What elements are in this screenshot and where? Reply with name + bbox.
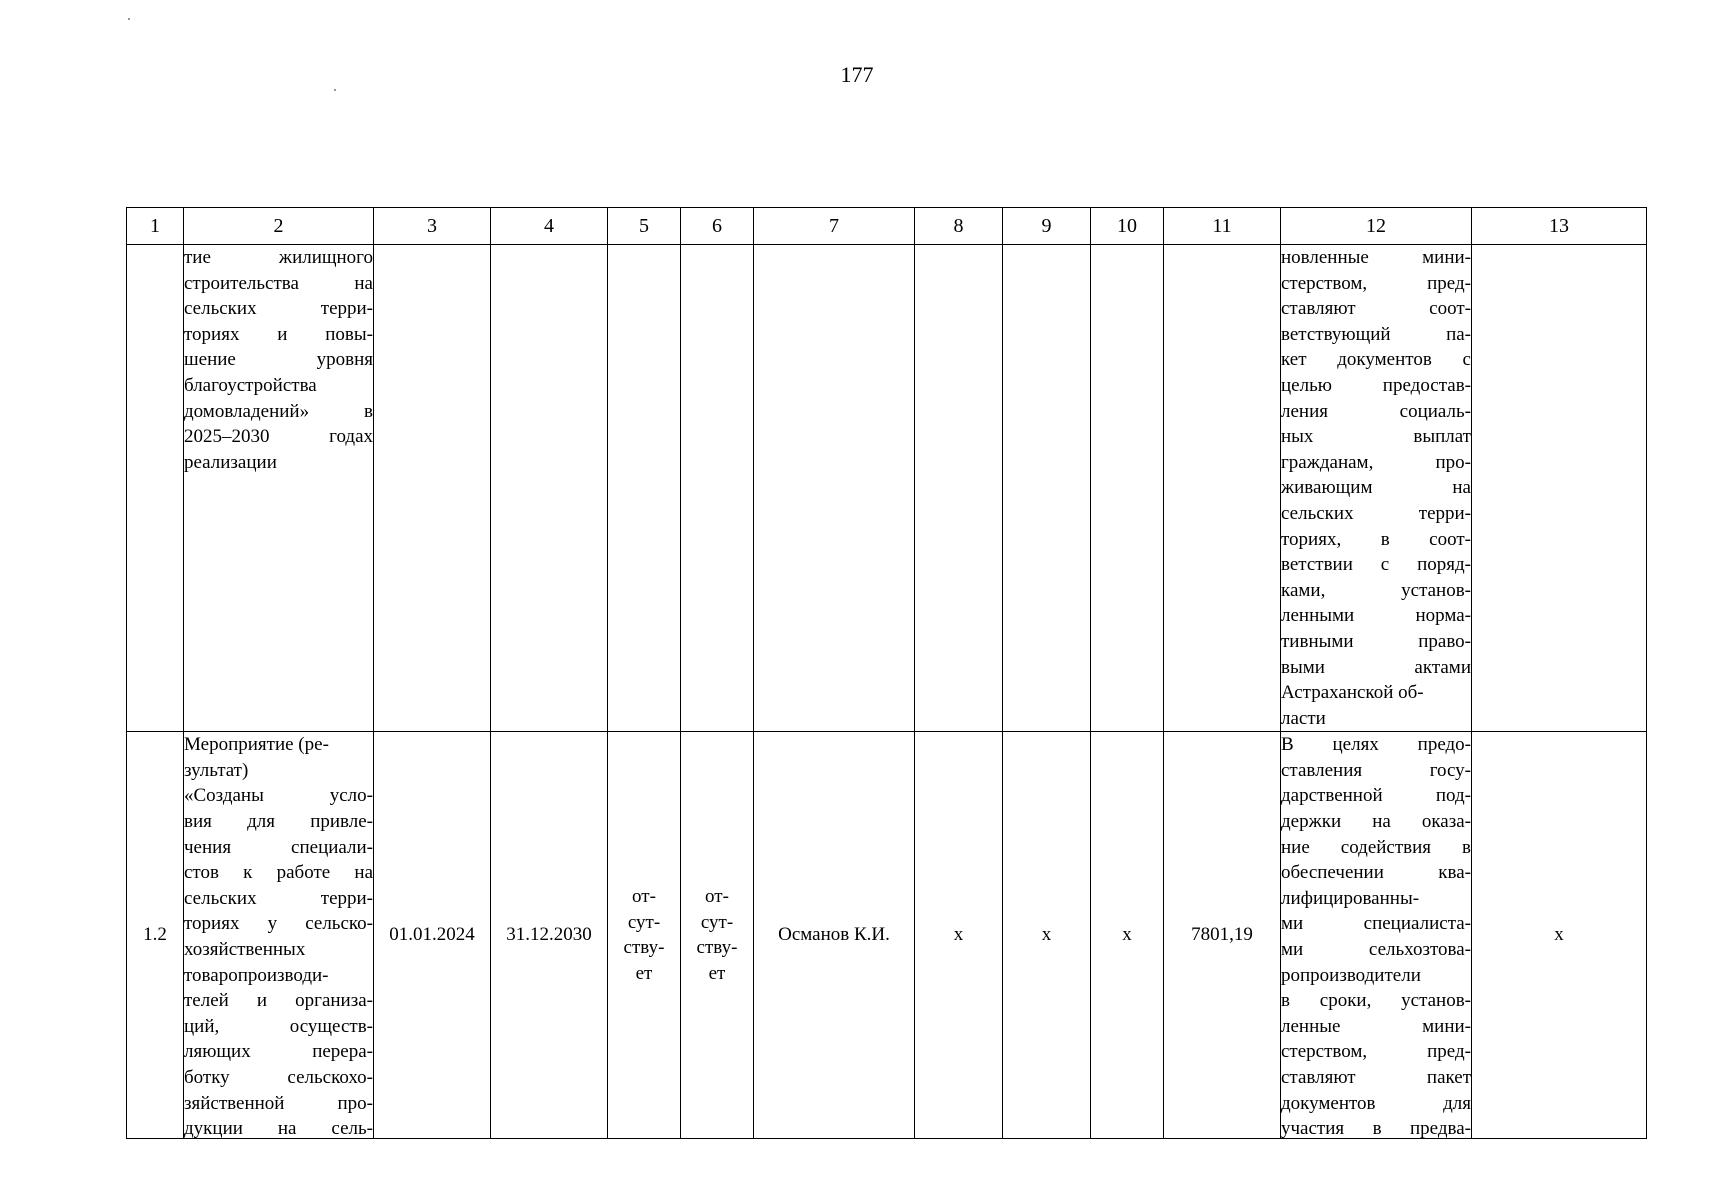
text-line: стерством, пред- <box>1281 1041 1471 1063</box>
text-line: реализации <box>184 451 277 473</box>
text-line: ми специалиста- <box>1281 913 1471 935</box>
text-line: сельских терри- <box>184 887 373 909</box>
start-date-cell: 01.01.2024 <box>374 732 491 1139</box>
text-line: ториях, в соот- <box>1281 528 1471 550</box>
text-line: чения специали- <box>184 836 373 858</box>
row-number-cell <box>127 245 184 732</box>
text-line: ций, осуществ- <box>184 1015 373 1037</box>
text-line: сельских терри- <box>1281 502 1471 524</box>
text-line: новленные мини- <box>1281 247 1471 268</box>
document-table <box>126 207 1647 1139</box>
text-line: домовладений» в <box>184 400 373 422</box>
header-row <box>127 208 1647 245</box>
text-line: ставляют соот- <box>1281 298 1471 320</box>
row-number-cell: 1.2 <box>127 732 184 1139</box>
text-line: вия для привле- <box>184 811 373 833</box>
event-description-cell <box>184 245 374 732</box>
text-line: кет документов с <box>1281 349 1471 371</box>
text-line: строительства на <box>184 272 373 294</box>
header-cell: 6 <box>681 208 754 245</box>
table-cell <box>491 245 608 732</box>
amount-cell: 7801,19 <box>1164 732 1281 1139</box>
table-cell: х <box>1091 732 1164 1139</box>
text-line: держки на оказа- <box>1281 811 1471 833</box>
table-cell <box>1164 245 1281 732</box>
text-line: выми актами <box>1281 656 1471 678</box>
text-line: сут- <box>700 911 734 933</box>
header-cell: 7 <box>754 208 915 245</box>
text-line: зультат) <box>184 759 249 781</box>
text-line: ляющих перера- <box>184 1041 373 1063</box>
header-cell: 8 <box>915 208 1003 245</box>
text-line: ропроизводители <box>1281 964 1421 986</box>
text-line: обеспечении ква- <box>1281 862 1471 884</box>
text-line: документов для <box>1281 1092 1471 1114</box>
procedure-description-cell <box>1281 732 1472 1139</box>
table-cell <box>374 245 491 732</box>
text-line: ет <box>708 962 726 984</box>
text-line: гражданам, про- <box>1281 451 1471 473</box>
table-cell: х <box>915 732 1003 1139</box>
text-line: «Созданы усло- <box>184 785 373 807</box>
header-cell: 1 <box>127 208 184 245</box>
table-cell <box>681 245 754 732</box>
text-line: ству- <box>623 937 665 959</box>
text-line: ние содействия в <box>1281 836 1471 858</box>
text-line: сельских терри- <box>184 298 373 320</box>
text-line: ториях у сельско- <box>184 913 373 935</box>
header-cell: 11 <box>1164 208 1281 245</box>
text-line: ветствующий па- <box>1281 323 1471 345</box>
text-line: в сроки, установ- <box>1281 990 1471 1012</box>
header-cell: 12 <box>1281 208 1472 245</box>
page-number: 177 <box>840 62 874 87</box>
text-line: хозяйственных <box>184 939 306 961</box>
table-cell: х <box>1472 732 1647 1139</box>
text-line: шение уровня <box>184 349 373 371</box>
text-line: товаропроизводи- <box>184 964 329 986</box>
text-line: ботку сельскохо- <box>184 1067 373 1088</box>
text-line: живающим на <box>1281 477 1471 499</box>
header-cell: 10 <box>1091 208 1164 245</box>
text-line: ных выплат <box>1281 426 1471 448</box>
table-cell: х <box>1003 732 1091 1139</box>
header-cell: 3 <box>374 208 491 245</box>
text-line: дукции на сель- <box>184 1118 373 1139</box>
text-line: Астраханской об- <box>1281 682 1424 704</box>
scan-speck <box>334 89 336 91</box>
table-cell <box>1091 245 1164 732</box>
scan-speck <box>128 18 130 20</box>
text-line: лифицированны- <box>1281 887 1420 909</box>
text-line: участия в предва- <box>1281 1118 1471 1139</box>
text-line: ству- <box>696 937 738 959</box>
table-cell <box>1472 245 1647 732</box>
text-line: сут- <box>627 911 661 933</box>
header-cell: 2 <box>184 208 374 245</box>
text-line: телей и организа- <box>184 990 373 1012</box>
end-date-cell: 31.12.2030 <box>491 732 608 1139</box>
text-line: ления социаль- <box>1281 400 1471 422</box>
text-line: благоустройства <box>184 374 317 396</box>
text-line: дарственной под- <box>1281 785 1471 807</box>
table-cell <box>1003 245 1091 732</box>
text-line: целью предостав- <box>1281 374 1471 396</box>
header-cell: 4 <box>491 208 608 245</box>
text-line: 2025–2030 годах <box>184 426 373 448</box>
table-cell <box>754 245 915 732</box>
text-line: ленными норма- <box>1281 605 1471 627</box>
text-line: ветствии с поряд- <box>1281 554 1471 576</box>
text-line: В целях предо- <box>1281 734 1471 756</box>
text-line: от- <box>705 886 729 908</box>
table-cell <box>915 245 1003 732</box>
text-line: стерством, пред- <box>1281 272 1471 294</box>
text-line: ет <box>635 962 653 984</box>
table-cell <box>608 245 681 732</box>
text-line: ториях и повы- <box>184 323 373 345</box>
text-line: ками, установ- <box>1281 579 1471 601</box>
text-line: тивными право- <box>1281 630 1471 652</box>
text-line: от- <box>632 886 656 908</box>
header-cell: 13 <box>1472 208 1647 245</box>
text-line: тие жилищного <box>184 247 373 268</box>
text-line: ми сельхозтова- <box>1281 939 1471 961</box>
text-line: ленные мини- <box>1281 1015 1471 1037</box>
table-row <box>127 732 1647 1139</box>
text-line: Мероприятие (ре- <box>184 734 329 756</box>
table-row <box>127 245 1647 732</box>
text-line: стов к работе на <box>184 862 373 884</box>
header-cell: 9 <box>1003 208 1091 245</box>
text-line: ласти <box>1281 707 1326 729</box>
table-cell <box>681 732 754 1139</box>
text-line: ставления госу- <box>1281 759 1471 781</box>
procedure-description-cell <box>1281 245 1472 732</box>
responsible-person-cell: Османов К.И. <box>754 732 915 1139</box>
text-line: ставляют пакет <box>1281 1067 1471 1088</box>
event-description-cell <box>184 732 374 1139</box>
header-cell: 5 <box>608 208 681 245</box>
text-line: зяйственной про- <box>184 1092 373 1114</box>
table-cell <box>608 732 681 1139</box>
